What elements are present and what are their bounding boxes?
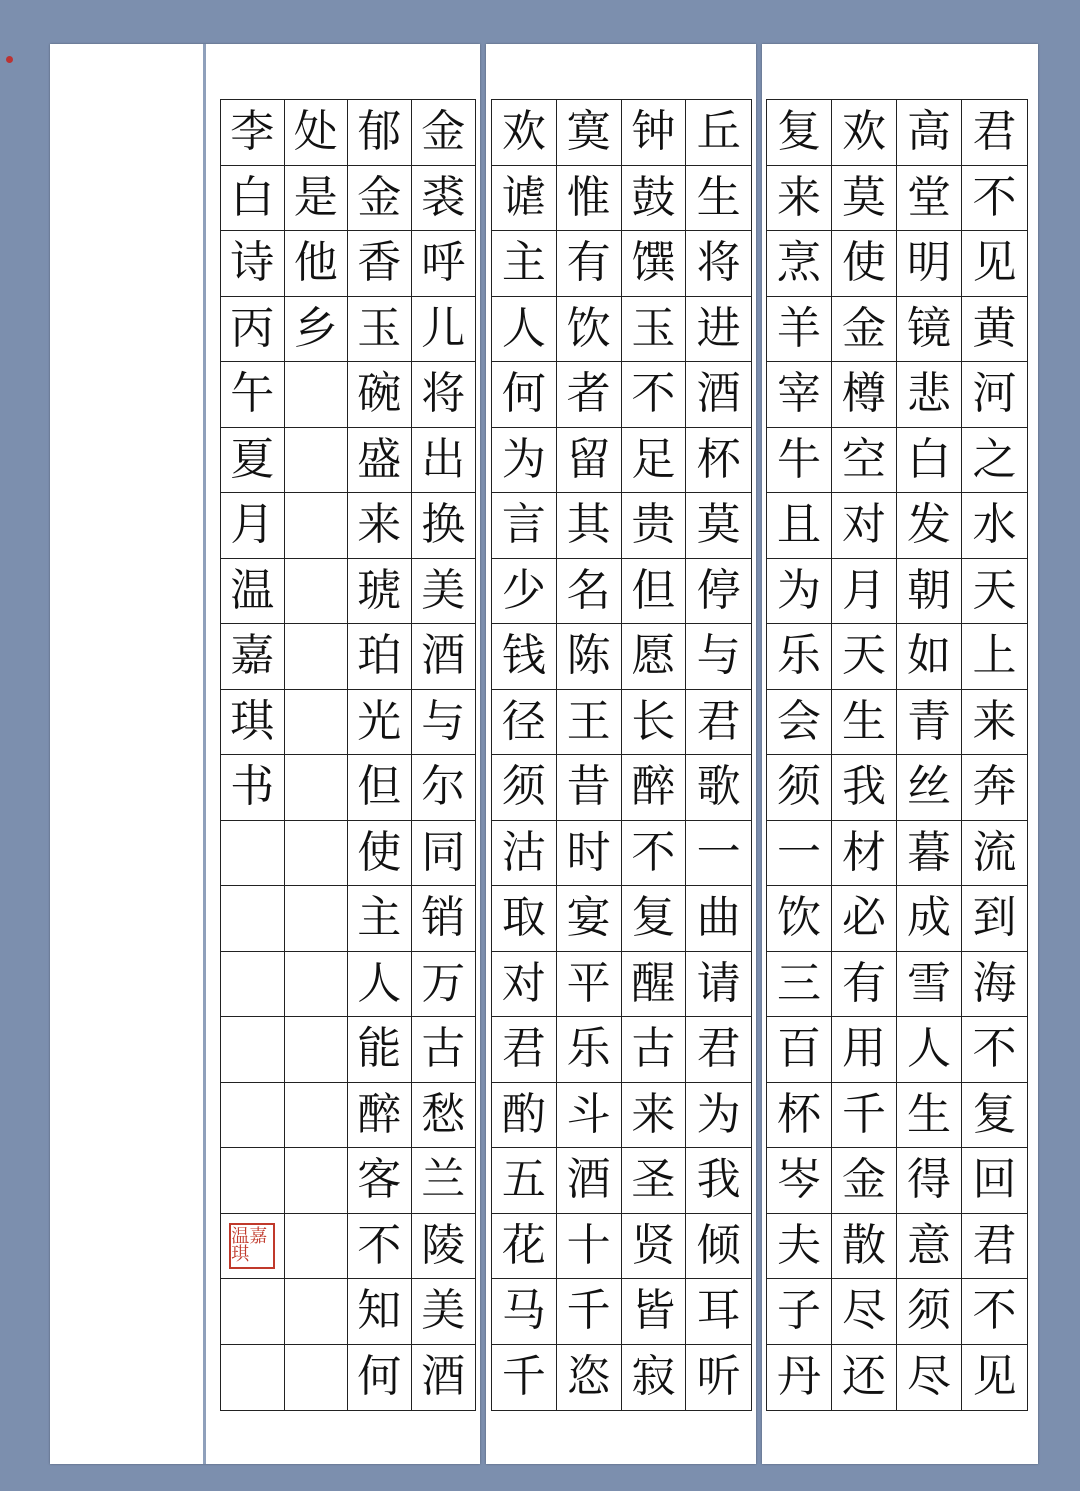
char-cell-col9-5: 将 <box>412 362 476 428</box>
char-cell-col9-20: 酒 <box>421 1351 466 1403</box>
char-cell-col7-19: 千 <box>557 1279 622 1345</box>
char-cell-col1-3: 见 <box>962 231 1027 297</box>
char-cell-col3-9: 天 <box>832 624 897 690</box>
char-cell-col1-19: 不 <box>962 1279 1027 1345</box>
char-cell-col5-8: 停 <box>686 559 751 625</box>
corner-marker <box>6 56 13 63</box>
char-cell-col9-15: 古 <box>412 1017 476 1083</box>
char-cell-col4-17: 岑 <box>767 1148 832 1214</box>
char-cell-col11-16 <box>285 1083 349 1149</box>
char-cell-col1-12: 流 <box>962 821 1027 887</box>
char-cell-col6-4: 玉 <box>622 297 687 363</box>
char-cell-col10-6: 盛 <box>348 428 412 494</box>
char-cell-col8-1: 欢 <box>492 100 557 166</box>
char-cell-col3-12: 材 <box>832 821 897 887</box>
char-cell-col9-14: 万 <box>412 952 476 1018</box>
char-cell-col10-7: 来 <box>348 493 412 559</box>
char-cell-col7-2: 惟 <box>557 166 622 232</box>
page-left-margin-divider <box>203 44 206 1464</box>
char-cell-col12-15 <box>221 1017 285 1083</box>
char-cell-col5-6: 杯 <box>686 428 751 494</box>
char-cell-col7-9: 陈 <box>557 624 622 690</box>
char-cell-col7-4: 饮 <box>557 297 622 363</box>
char-cell-col11-5 <box>285 362 349 428</box>
char-cell-col6-10: 长 <box>622 690 687 756</box>
char-cell-col11-1: 处 <box>285 100 349 166</box>
char-cell-col8-5: 何 <box>492 362 557 428</box>
char-cell-col7-11: 昔 <box>557 755 622 821</box>
char-cell-col8-19: 马 <box>492 1279 557 1345</box>
char-cell-col7-12: 时 <box>557 821 622 887</box>
char-cell-col12-17 <box>221 1148 285 1214</box>
char-cell-col3-15: 用 <box>832 1017 897 1083</box>
char-cell-col7-20: 恣 <box>557 1345 622 1411</box>
char-cell-col11-18 <box>285 1214 349 1280</box>
char-cell-col6-1: 钟 <box>622 100 687 166</box>
char-cell-col2-11: 丝 <box>897 755 962 821</box>
char-cell-col1-8: 天 <box>962 559 1027 625</box>
char-cell-col3-13: 必 <box>832 886 897 952</box>
char-cell-col3-1: 欢 <box>832 100 897 166</box>
char-cell-col7-5: 者 <box>557 362 622 428</box>
char-cell-col8-15: 君 <box>492 1017 557 1083</box>
char-cell-col2-10: 青 <box>897 690 962 756</box>
char-cell-col4-18: 夫 <box>767 1214 832 1280</box>
char-cell-col11-8 <box>285 559 349 625</box>
char-cell-col12-5: 午 <box>221 362 285 428</box>
char-cell-col3-16: 千 <box>832 1083 897 1149</box>
char-cell-col11-12 <box>285 821 349 887</box>
char-cell-col7-10: 王 <box>557 690 622 756</box>
char-cell-col1-5: 河 <box>962 362 1027 428</box>
char-cell-col12-11: 书 <box>221 755 285 821</box>
char-cell-col6-18: 贤 <box>622 1214 687 1280</box>
char-cell-col10-18: 不 <box>348 1214 412 1280</box>
char-cell-col1-17: 回 <box>962 1148 1027 1214</box>
char-cell-col7-18: 十 <box>557 1214 622 1280</box>
char-cell-col9-4: 儿 <box>412 297 476 363</box>
char-cell-col11-20 <box>285 1345 349 1411</box>
char-cell-col6-13: 复 <box>622 886 687 952</box>
char-cell-col1-14: 海 <box>962 952 1027 1018</box>
char-cell-col2-1: 高 <box>897 100 962 166</box>
char-cell-col4-1: 复 <box>767 100 832 166</box>
char-cell-col10-3: 香 <box>348 231 412 297</box>
char-cell-col3-3: 使 <box>832 231 897 297</box>
char-cell-col6-17: 圣 <box>622 1148 687 1214</box>
char-cell-col11-14 <box>285 952 349 1018</box>
char-cell-col1-18: 君 <box>962 1214 1027 1280</box>
char-cell-col11-9 <box>285 624 349 690</box>
char-cell-col2-18: 意 <box>897 1214 962 1280</box>
char-cell-col9-18: 陵 <box>412 1214 476 1280</box>
char-cell-col7-1: 寞 <box>557 100 622 166</box>
char-cell-col4-19: 子 <box>767 1279 832 1345</box>
char-cell-col4-7: 且 <box>767 493 832 559</box>
char-cell-col8-14: 对 <box>492 952 557 1018</box>
char-cell-col2-2: 堂 <box>897 166 962 232</box>
char-cell-col11-19 <box>285 1279 349 1345</box>
char-cell-col10-17: 客 <box>348 1148 412 1214</box>
char-cell-col11-3: 他 <box>285 231 349 297</box>
char-cell-col6-6: 足 <box>622 428 687 494</box>
char-cell-col2-15: 人 <box>897 1017 962 1083</box>
char-cell-col10-9: 珀 <box>348 624 412 690</box>
char-cell-col12-3: 诗 <box>221 231 285 297</box>
char-cell-col2-19: 须 <box>897 1279 962 1345</box>
char-cell-col3-18: 散 <box>832 1214 897 1280</box>
char-cell-col7-8: 名 <box>557 559 622 625</box>
char-cell-col10-14: 人 <box>348 952 412 1018</box>
char-cell-col9-12: 同 <box>412 821 476 887</box>
char-cell-col11-10 <box>285 690 349 756</box>
char-cell-col8-4: 人 <box>492 297 557 363</box>
char-cell-col10-11: 但 <box>348 755 412 821</box>
char-cell-col5-12: 一 <box>686 821 751 887</box>
char-cell-col12-9: 嘉 <box>221 624 285 690</box>
char-cell-col3-11: 我 <box>832 755 897 821</box>
char-cell-col12-14 <box>221 952 285 1018</box>
char-cell-col1-15: 不 <box>962 1017 1027 1083</box>
char-cell-col4-4: 羊 <box>767 297 832 363</box>
char-cell-col10-1: 郁 <box>348 100 412 166</box>
char-cell-col1-20: 见 <box>972 1351 1017 1403</box>
char-cell-col10-4: 玉 <box>348 297 412 363</box>
char-cell-col2-13: 成 <box>897 886 962 952</box>
char-cell-col1-11: 奔 <box>962 755 1027 821</box>
char-cell-col4-10: 会 <box>767 690 832 756</box>
char-cell-col8-12: 沽 <box>492 821 557 887</box>
char-cell-col9-17: 兰 <box>412 1148 476 1214</box>
char-cell-col5-3: 将 <box>686 231 751 297</box>
char-cell-col3-17: 金 <box>832 1148 897 1214</box>
char-cell-col11-2: 是 <box>285 166 349 232</box>
char-cell-col4-8: 为 <box>767 559 832 625</box>
char-cell-col9-3: 呼 <box>412 231 476 297</box>
char-cell-col11-11 <box>285 755 349 821</box>
char-cell-col4-13: 饮 <box>767 886 832 952</box>
red-seal-stamp: 温嘉琪 <box>229 1223 275 1269</box>
char-cell-col12-6: 夏 <box>221 428 285 494</box>
char-cell-col6-16: 来 <box>622 1083 687 1149</box>
char-cell-col2-4: 镜 <box>897 297 962 363</box>
char-cell-col6-19: 皆 <box>622 1279 687 1345</box>
char-cell-col1-10: 来 <box>962 690 1027 756</box>
char-cell-col5-20: 听 <box>696 1351 741 1403</box>
char-cell-col6-5: 不 <box>622 362 687 428</box>
char-cell-col2-20: 尽 <box>897 1345 962 1411</box>
char-cell-col9-6: 出 <box>412 428 476 494</box>
char-cell-col8-18: 花 <box>492 1214 557 1280</box>
char-cell-col3-6: 空 <box>832 428 897 494</box>
char-cell-col5-16: 为 <box>686 1083 751 1149</box>
char-cell-col3-8: 月 <box>832 559 897 625</box>
char-cell-col4-6: 牛 <box>767 428 832 494</box>
char-cell-col3-14: 有 <box>832 952 897 1018</box>
char-cell-col8-10: 径 <box>492 690 557 756</box>
char-cell-col7-17: 酒 <box>557 1148 622 1214</box>
char-cell-col6-7: 贵 <box>622 493 687 559</box>
char-cell-col2-12: 暮 <box>897 821 962 887</box>
char-cell-col10-5: 碗 <box>348 362 412 428</box>
char-cell-col5-9: 与 <box>686 624 751 690</box>
char-cell-col1-4: 黄 <box>962 297 1027 363</box>
char-cell-col4-5: 宰 <box>767 362 832 428</box>
char-cell-col8-3: 主 <box>492 231 557 297</box>
char-cell-col7-3: 有 <box>557 231 622 297</box>
char-cell-col10-19: 知 <box>348 1279 412 1345</box>
char-cell-col1-2: 不 <box>962 166 1027 232</box>
char-cell-col6-9: 愿 <box>622 624 687 690</box>
char-cell-col10-13: 主 <box>348 886 412 952</box>
char-cell-col3-2: 莫 <box>832 166 897 232</box>
char-cell-col5-7: 莫 <box>686 493 751 559</box>
char-cell-col7-16: 斗 <box>557 1083 622 1149</box>
char-cell-col8-20: 千 <box>492 1345 557 1411</box>
char-cell-col5-5: 酒 <box>686 362 751 428</box>
char-cell-col7-14: 平 <box>557 952 622 1018</box>
char-cell-col12-10: 琪 <box>221 690 285 756</box>
char-cell-col5-19: 耳 <box>686 1279 751 1345</box>
char-cell-col9-13: 销 <box>412 886 476 952</box>
char-cell-col7-7: 其 <box>557 493 622 559</box>
char-cell-col2-17: 得 <box>897 1148 962 1214</box>
char-cell-col8-2: 谑 <box>492 166 557 232</box>
char-cell-col2-7: 发 <box>897 493 962 559</box>
char-cell-col9-2: 裘 <box>412 166 476 232</box>
char-cell-col11-15 <box>285 1017 349 1083</box>
char-cell-col12-20 <box>221 1345 285 1411</box>
char-cell-col6-15: 古 <box>622 1017 687 1083</box>
char-cell-col5-10: 君 <box>686 690 751 756</box>
char-cell-col2-8: 朝 <box>897 559 962 625</box>
char-cell-col3-4: 金 <box>832 297 897 363</box>
char-cell-col9-16: 愁 <box>412 1083 476 1149</box>
char-cell-col4-11: 须 <box>767 755 832 821</box>
char-cell-col8-7: 言 <box>492 493 557 559</box>
char-cell-col6-8: 但 <box>622 559 687 625</box>
char-cell-col3-20: 还 <box>832 1345 897 1411</box>
char-cell-col6-20: 寂 <box>622 1345 687 1411</box>
char-cell-col4-14: 三 <box>767 952 832 1018</box>
char-cell-col3-19: 尽 <box>832 1279 897 1345</box>
char-cell-col11-17 <box>285 1148 349 1214</box>
char-cell-col9-7: 换 <box>412 493 476 559</box>
char-cell-col12-8: 温 <box>221 559 285 625</box>
char-cell-col11-13 <box>285 886 349 952</box>
char-cell-col8-9: 钱 <box>492 624 557 690</box>
char-cell-col5-4: 进 <box>686 297 751 363</box>
char-cell-col10-8: 琥 <box>348 559 412 625</box>
char-cell-col6-11: 醉 <box>622 755 687 821</box>
grid-right <box>766 99 1028 1411</box>
char-cell-col1-6: 之 <box>962 428 1027 494</box>
char-cell-col6-2: 鼓 <box>622 166 687 232</box>
char-cell-col8-13: 取 <box>492 886 557 952</box>
char-cell-col4-3: 烹 <box>767 231 832 297</box>
char-cell-col12-4: 丙 <box>221 297 285 363</box>
char-cell-col6-12: 不 <box>622 821 687 887</box>
char-cell-col1-13: 到 <box>962 886 1027 952</box>
char-cell-col5-13: 曲 <box>686 886 751 952</box>
char-cell-col12-16 <box>221 1083 285 1149</box>
char-cell-col10-2: 金 <box>348 166 412 232</box>
char-cell-col5-2: 生 <box>686 166 751 232</box>
char-cell-col2-16: 生 <box>897 1083 962 1149</box>
char-cell-col9-9: 酒 <box>412 624 476 690</box>
char-cell-col12-13 <box>221 886 285 952</box>
char-cell-col9-11: 尔 <box>412 755 476 821</box>
grid-left <box>220 99 476 1411</box>
char-cell-col8-8: 少 <box>492 559 557 625</box>
char-cell-col2-14: 雪 <box>897 952 962 1018</box>
char-cell-col5-14: 请 <box>686 952 751 1018</box>
char-cell-col8-17: 五 <box>492 1148 557 1214</box>
char-cell-col4-15: 百 <box>767 1017 832 1083</box>
char-cell-col3-5: 樽 <box>832 362 897 428</box>
char-cell-col6-3: 馔 <box>622 231 687 297</box>
char-cell-col4-16: 杯 <box>767 1083 832 1149</box>
char-cell-col2-9: 如 <box>897 624 962 690</box>
char-cell-col10-16: 醉 <box>348 1083 412 1149</box>
char-cell-col10-15: 能 <box>348 1017 412 1083</box>
char-cell-col2-3: 明 <box>897 231 962 297</box>
char-cell-col4-2: 来 <box>767 166 832 232</box>
char-cell-col11-6 <box>285 428 349 494</box>
char-cell-col2-6: 白 <box>897 428 962 494</box>
char-cell-col1-7: 水 <box>962 493 1027 559</box>
char-cell-col7-13: 宴 <box>557 886 622 952</box>
char-cell-col11-4: 乡 <box>285 297 349 363</box>
char-cell-col1-1: 君 <box>962 100 1027 166</box>
char-cell-col9-8: 美 <box>412 559 476 625</box>
char-cell-col5-1: 丘 <box>686 100 751 166</box>
char-cell-col10-20: 何 <box>348 1345 412 1411</box>
char-cell-col5-17: 我 <box>686 1148 751 1214</box>
char-cell-col12-12 <box>221 821 285 887</box>
char-cell-col9-10: 与 <box>412 690 476 756</box>
char-cell-col9-19: 美 <box>412 1279 476 1345</box>
char-cell-col2-5: 悲 <box>897 362 962 428</box>
char-cell-col5-15: 君 <box>686 1017 751 1083</box>
char-cell-col4-20: 丹 <box>767 1345 832 1411</box>
char-cell-col4-9: 乐 <box>767 624 832 690</box>
char-cell-col8-6: 为 <box>492 428 557 494</box>
char-cell-col9-1: 金 <box>412 100 476 166</box>
char-cell-col12-7: 月 <box>221 493 285 559</box>
grid-middle <box>491 99 752 1411</box>
char-cell-col12-1: 李 <box>221 100 285 166</box>
char-cell-col5-11: 歌 <box>686 755 751 821</box>
char-cell-col8-11: 须 <box>492 755 557 821</box>
char-cell-col6-14: 醒 <box>622 952 687 1018</box>
char-cell-col10-12: 使 <box>348 821 412 887</box>
char-cell-col1-9: 上 <box>962 624 1027 690</box>
char-cell-col3-10: 生 <box>832 690 897 756</box>
char-cell-col4-12: 一 <box>767 821 832 887</box>
char-cell-col12-19 <box>221 1279 285 1345</box>
char-cell-col10-10: 光 <box>348 690 412 756</box>
char-cell-col3-7: 对 <box>832 493 897 559</box>
char-cell-col11-7 <box>285 493 349 559</box>
char-cell-col7-15: 乐 <box>557 1017 622 1083</box>
char-cell-col5-18: 倾 <box>686 1214 751 1280</box>
char-cell-col8-16: 酌 <box>492 1083 557 1149</box>
char-cell-col1-16: 复 <box>962 1083 1027 1149</box>
char-cell-col12-18 <box>221 1214 285 1280</box>
char-cell-col7-6: 留 <box>557 428 622 494</box>
char-cell-col12-2: 白 <box>221 166 285 232</box>
